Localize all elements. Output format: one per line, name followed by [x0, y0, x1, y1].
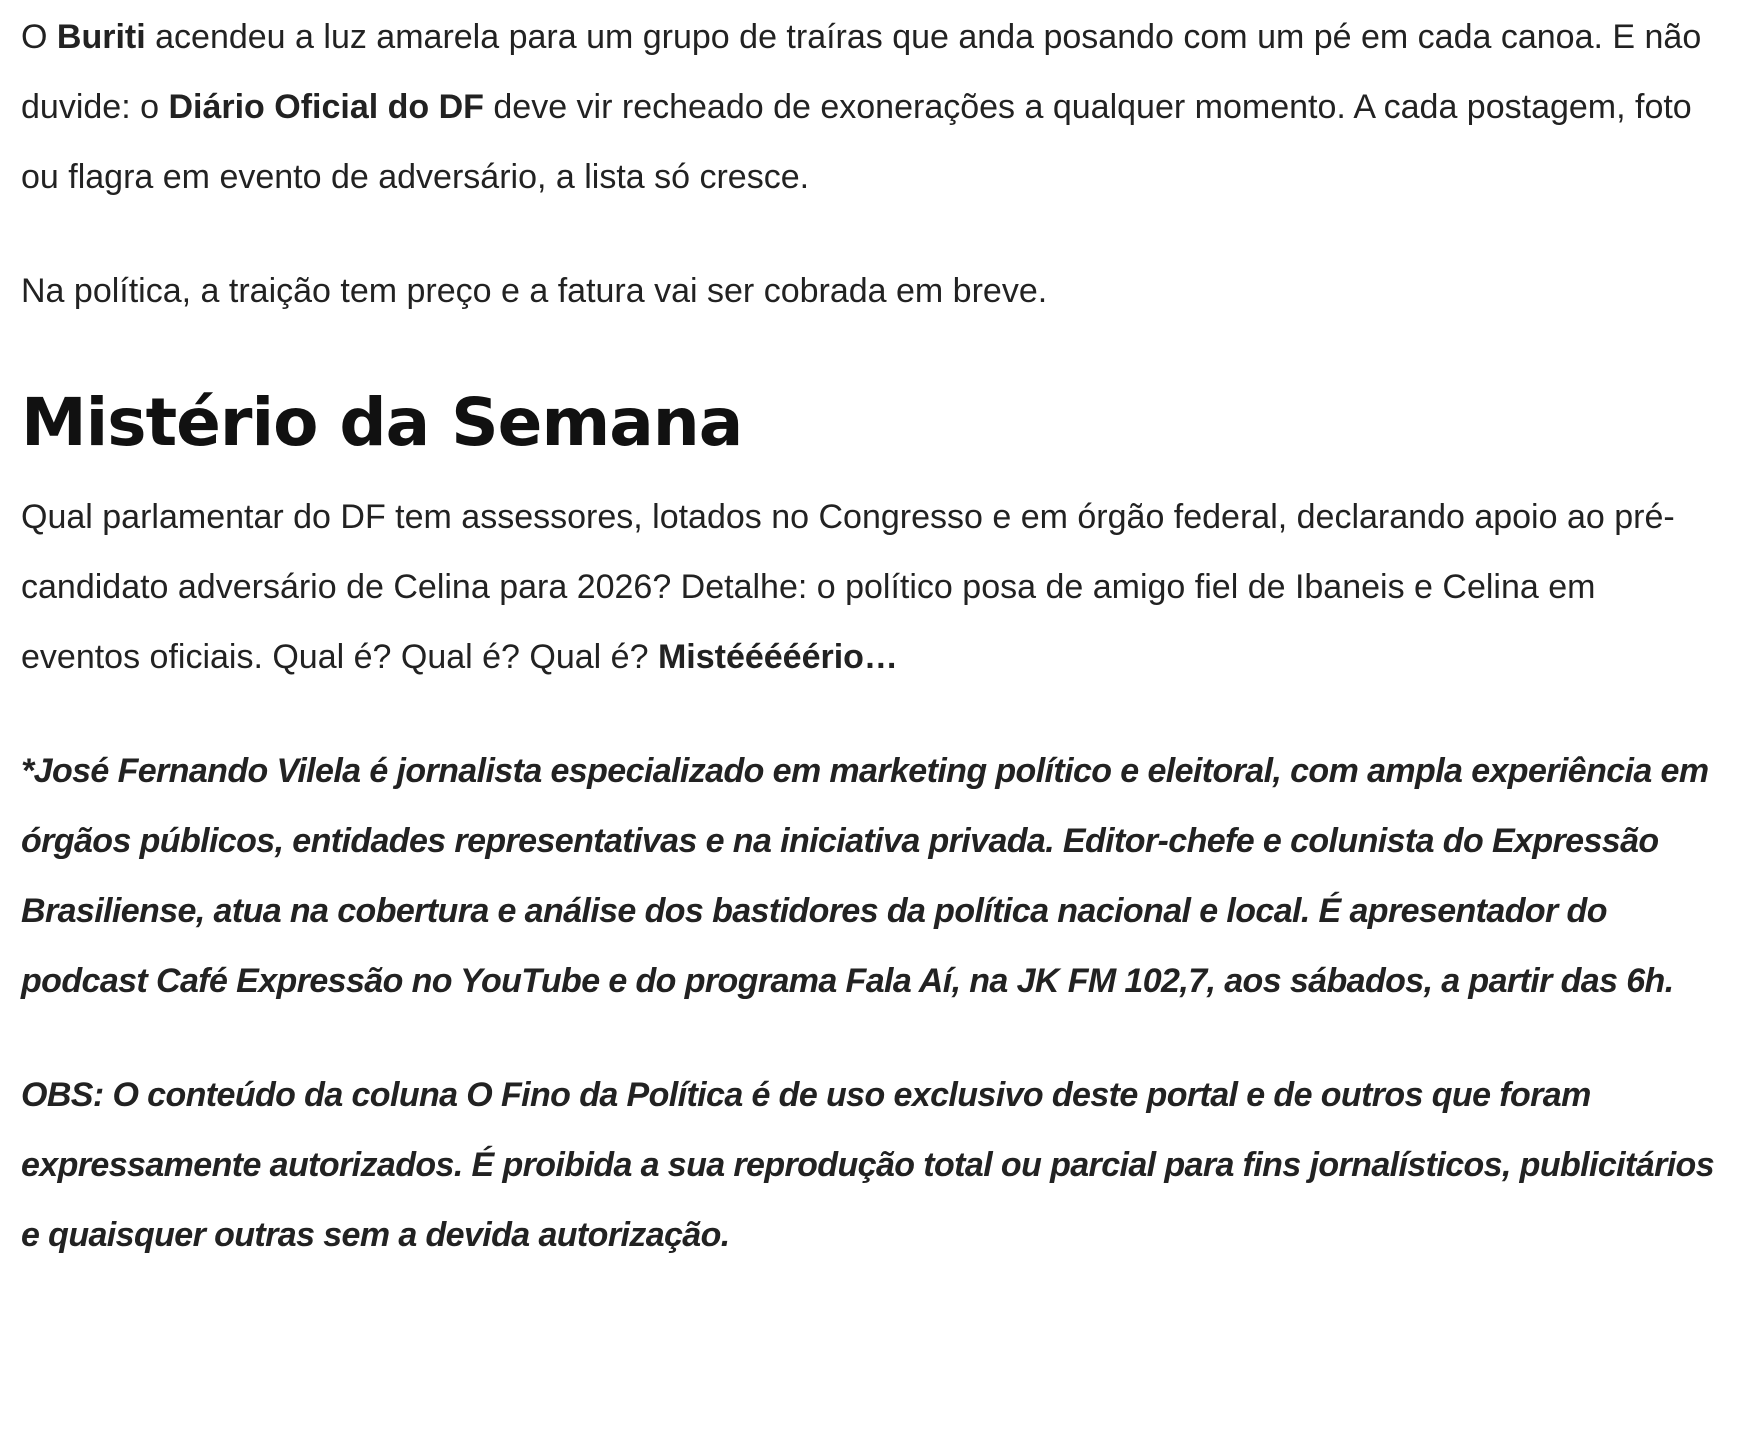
bold-misterio: Mistééééério…: [657, 638, 898, 676]
paragraph-traicao: Na política, a traição tem preço e a fatura vai ser cobrada em breve.: [21, 272, 1048, 310]
spacer: [21, 468, 1721, 482]
spacer: [21, 212, 1721, 256]
article-body: [21, 0, 1721, 1270]
spacer: [21, 326, 1721, 378]
obs-notice: OBS: O conteúdo da coluna O Fino da Política é de uso exclusivo deste portal e de outros que foram expressamente autorizados. É proibida a sua reprodução total ou parcial para fins jornalísticos, publicitários e quaisquer outras sem a devida autorização.: [21, 1076, 1715, 1254]
author-bio: *José Fernando Vilela é jornalista especializado em marketing político e eleitoral, com ampla experiência em órgãos públicos, entidades representativas e na iniciativa privada. Editor-chefe e colunista do Expressão Brasiliense, atua na cobertura e análise dos bastidores da política nacional e local. É apresentador do podcast Café Expressão no YouTube e do programa Fala Aí, na JK FM 102,7, aos sábados, a partir das 6h.: [21, 752, 1709, 1000]
bold-buriti: Buriti: [56, 18, 146, 56]
spacer: [21, 692, 1721, 736]
text-segment: acendeu a luz amarela para um grupo de traíras que anda posando com um pé em cada canoa. E não duvide: o: [21, 18, 1702, 126]
text-segment: deve vir recheado de exonerações a qualquer momento. A cada postagem, foto ou flagra em evento de adversário, a lista só cresce.: [21, 88, 1692, 196]
spacer: [21, 1016, 1721, 1060]
section-heading: Mistério da Semana: [21, 384, 743, 461]
text-segment: Qual parlamentar do DF tem assessores, lotados no Congresso e em órgão federal, declarando apoio ao pré-candidato adversário de Celina para 2026? Detalhe: o político posa de amigo fiel de Ibaneis e Celina em eventos oficiais. Qual é? Qual é? Qual é?: [21, 498, 1675, 676]
paragraph-misterio: [21, 482, 1721, 692]
paragraph-buriti: [21, 2, 1721, 212]
text-segment: O: [21, 18, 57, 56]
bold-diario-oficial: Diário Oficial do DF: [168, 88, 484, 126]
